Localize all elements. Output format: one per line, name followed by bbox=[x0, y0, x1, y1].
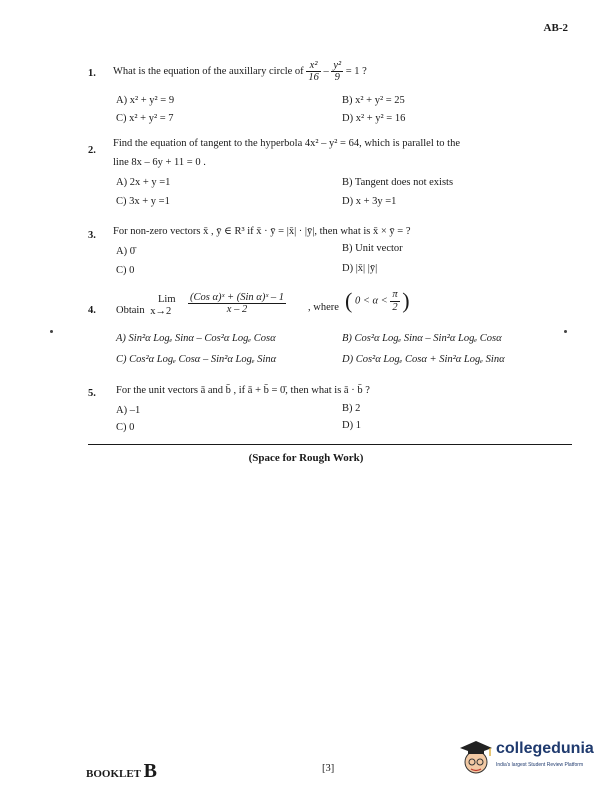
question-number-2: 2. bbox=[88, 145, 96, 156]
condition bbox=[345, 288, 410, 314]
collegedunia-logo bbox=[458, 738, 594, 782]
frac-x-numerator: x² bbox=[306, 60, 321, 72]
pi-over-2 bbox=[390, 289, 399, 312]
q4-option-c: C) Cos²α Logₑ Cosα – Sin²α Logₑ Sinα bbox=[116, 354, 277, 365]
q1-option-c: C) x² + y² = 7 bbox=[116, 113, 174, 124]
q4-option-d: D) Cos²α Logₑ Cosα + Sin²α Logₑ Sinα bbox=[342, 354, 505, 365]
question-number-3: 3. bbox=[88, 230, 96, 241]
question-2-text: Find the equation of tangent to the hyperbola 4x² – y² = 64, which is parallel to the bbox=[113, 138, 460, 149]
q3-option-b: B) Unit vector bbox=[342, 243, 403, 254]
q2-option-a: A) 2x + y =1 bbox=[116, 177, 171, 188]
booklet-id bbox=[86, 760, 157, 783]
where-label: , where bbox=[308, 302, 339, 313]
condition-left: 0 < α < bbox=[354, 295, 388, 307]
question-number-5: 5. bbox=[88, 388, 96, 399]
rough-work-label: (Space for Rough Work) bbox=[248, 452, 364, 464]
q3-option-d: D) |x̄| |ȳ| bbox=[342, 263, 378, 274]
q2-option-c: C) 3x + y =1 bbox=[116, 196, 170, 207]
limit-fraction-body bbox=[188, 292, 286, 315]
logo-wordmark: collegedunia bbox=[496, 740, 594, 757]
scan-speck bbox=[50, 330, 53, 333]
q4-option-a: A) Sin²α Logₑ Sinα – Cos²α Logₑ Cosα bbox=[116, 333, 276, 344]
q1-option-d: D) x² + y² = 16 bbox=[342, 113, 406, 124]
limit-operator bbox=[146, 294, 176, 318]
limit-numerator: (Cos α)ˣ + (Sin α)ˣ – 1 bbox=[190, 292, 285, 303]
booklet-code: AB-2 bbox=[543, 22, 568, 34]
pi-numerator: π bbox=[392, 289, 398, 301]
close-paren-icon: ) bbox=[402, 288, 410, 313]
question-3-text: For non-zero vectors x̄ , ȳ ∈ R³ if x̄ · ȳ = |x̄| · |ȳ|, then what is x̄ × ȳ = ? bbox=[113, 226, 411, 237]
question-1-stem bbox=[113, 60, 367, 83]
rough-work-divider bbox=[88, 444, 572, 445]
question-1-fraction-y bbox=[331, 60, 343, 83]
graduate-mascot-icon bbox=[458, 738, 494, 778]
limit-denominator: x – 2 bbox=[226, 304, 248, 316]
frac-y-numerator: y² bbox=[333, 60, 342, 71]
q3-option-c: C) 0 bbox=[116, 265, 135, 276]
limit-fraction bbox=[188, 292, 286, 315]
q5-option-b: B) 2 bbox=[342, 403, 361, 414]
minus-sign: – bbox=[323, 66, 329, 78]
open-paren-icon: ( bbox=[345, 288, 353, 313]
pi-denominator: 2 bbox=[392, 301, 398, 313]
q4-option-b: B) Cos²α Logₑ Sinα – Sin²α Logₑ Cosα bbox=[342, 333, 502, 344]
booklet-letter: B bbox=[143, 760, 157, 782]
q2-option-b: B) Tangent does not exists bbox=[342, 177, 454, 188]
q3-option-a: A) 0̄ bbox=[116, 246, 135, 257]
question-number-4: 4. bbox=[88, 305, 96, 316]
frac-y-denominator: 9 bbox=[334, 72, 340, 84]
q5-option-c: C) 0 bbox=[116, 422, 135, 433]
q5-option-d: D) 1 bbox=[342, 420, 361, 431]
q1-option-b: B) x² + y² = 25 bbox=[342, 95, 405, 106]
q1-option-a: A) x² + y² = 9 bbox=[116, 95, 175, 106]
question-1-tail: = 1 ? bbox=[345, 66, 367, 78]
lim-subscript: x→2 bbox=[150, 306, 172, 318]
q2-option-d: D) x + 3y =1 bbox=[342, 196, 397, 207]
booklet-label: BOOKLET bbox=[86, 768, 141, 780]
question-1-text: What is the equation of the auxillary circle of bbox=[113, 66, 304, 78]
frac-x-denominator: 16 bbox=[308, 72, 319, 84]
obtain-label: Obtain bbox=[116, 305, 145, 316]
logo-tagline: India's largest Student Review Platform bbox=[496, 762, 584, 768]
page-number: [3] bbox=[322, 763, 335, 774]
question-number-1: 1. bbox=[88, 68, 96, 79]
q5-option-a: A) –1 bbox=[116, 405, 141, 416]
question-2-text-line2: line 8x – 6y + 11 = 0 . bbox=[113, 157, 206, 168]
scan-speck bbox=[564, 330, 567, 333]
question-5-text: For the unit vectors ā and b̄ , if ā + b̄ = 0̄, then what is ā · b̄ ? bbox=[116, 385, 370, 396]
question-1-fraction-x bbox=[306, 60, 321, 83]
lim-label: Lim bbox=[158, 294, 176, 305]
